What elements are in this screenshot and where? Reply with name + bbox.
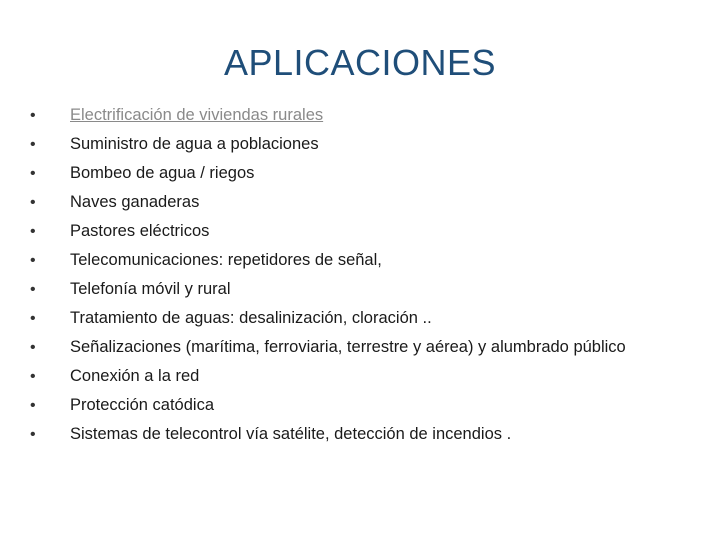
bullet-icon: • (30, 136, 36, 153)
slide-title: APLICACIONES (223, 42, 497, 83)
list-item (30, 249, 690, 272)
list-item (30, 307, 690, 330)
list-item (30, 336, 690, 359)
bullet-icon: • (30, 194, 36, 211)
list-item (30, 423, 690, 446)
list-item-text: Conexión a la red (70, 367, 200, 385)
list-item (30, 220, 690, 243)
list-item-text: Telecomunicaciones: repetidores de señal, (70, 251, 382, 269)
bullet-icon: • (30, 107, 36, 124)
bullet-icon: • (30, 252, 36, 269)
list-item-text: Bombeo de agua / riegos (70, 164, 255, 182)
list-item-text: Suministro de agua a poblaciones (70, 135, 319, 153)
bullet-icon: • (30, 223, 36, 240)
bullet-list (30, 104, 690, 452)
list-item (30, 278, 690, 301)
bullet-icon: • (30, 426, 36, 443)
bullet-icon: • (30, 339, 36, 356)
bullet-icon: • (30, 165, 36, 182)
list-item (30, 394, 690, 417)
list-item-text: Tratamiento de aguas: desalinización, cloración .. (70, 309, 432, 327)
list-item-text: Sistemas de telecontrol vía satélite, detección de incendios . (70, 425, 512, 443)
list-item (30, 133, 690, 156)
bullet-icon: • (30, 397, 36, 414)
list-item (30, 191, 690, 214)
list-item-text: Telefonía móvil y rural (70, 280, 231, 298)
list-item[interactable] (30, 104, 690, 127)
list-item-text: Pastores eléctricos (70, 222, 210, 240)
electrification-link[interactable]: Electrificación de viviendas rurales (70, 106, 324, 124)
bullet-icon: • (30, 368, 36, 385)
list-item-text: Señalizaciones (marítima, ferroviaria, terrestre y aérea) y alumbrado público (70, 338, 626, 356)
list-item (30, 162, 690, 185)
bullet-icon: • (30, 310, 36, 327)
list-item (30, 365, 690, 388)
list-item-text: Protección catódica (70, 396, 214, 414)
list-item-text: Naves ganaderas (70, 193, 200, 211)
bullet-icon: • (30, 281, 36, 298)
